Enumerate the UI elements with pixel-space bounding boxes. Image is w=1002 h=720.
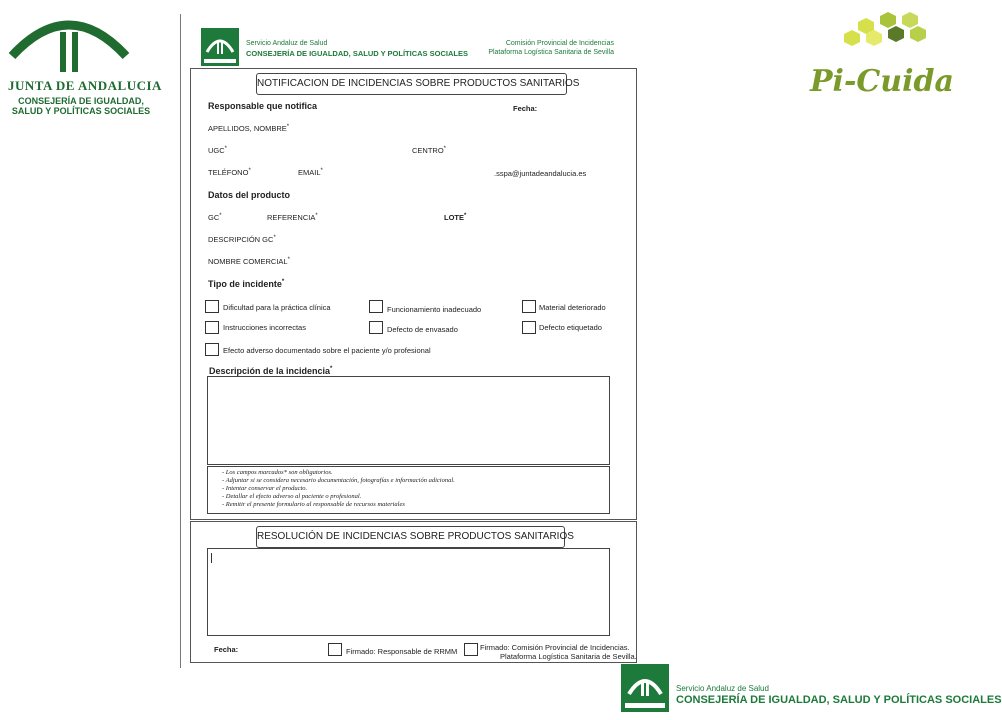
notification-title: NOTIFICACION DE INCIDENCIAS SOBRE PRODUCTOS SANITARIOS	[256, 73, 567, 95]
bottom-sas-label: Servicio Andaluz de Salud	[676, 684, 769, 693]
firmado-rrmm-label: Firmado: Responsable de RRMM	[346, 647, 458, 656]
apellidos-field[interactable]: APELLIDOS, NOMBRE*	[208, 124, 290, 133]
checkbox-etiquetado[interactable]	[522, 321, 536, 334]
descripcion-gc-field[interactable]: DESCRIPCIÓN GC*	[208, 235, 276, 244]
tipo-incidente-heading: Tipo de incidente*	[208, 279, 285, 289]
email-field[interactable]: EMAIL*	[298, 168, 323, 177]
checkbox-material[interactable]	[522, 300, 536, 313]
resolution-textarea[interactable]	[207, 548, 610, 636]
doc-header-consejeria: CONSEJERÍA DE IGUALDAD, SALUD Y POLÍTICAS SOCIALES	[246, 49, 468, 58]
firmado-comision-label: Firmado: Comisión Provincial de Incidencias. Plataforma Logística Sanitaria de Sevilla.	[480, 643, 637, 661]
checkbox-envasado[interactable]	[369, 321, 383, 334]
resolution-fecha-label: Fecha:	[214, 645, 239, 654]
producto-heading: Datos del producto	[208, 190, 291, 200]
checkbox-efecto-adverso-label: Efecto adverso documentado sobre el paciente y/o profesional	[223, 346, 431, 355]
sas-logo-icon	[621, 664, 669, 712]
junta-andalucia-subtitle: CONSEJERÍA DE IGUALDAD, SALUD Y POLÍTICAS SOCIALES	[11, 96, 151, 116]
sas-logo-icon	[201, 28, 239, 66]
text-cursor	[211, 553, 212, 563]
descripcion-heading: Descripción de la incidencia*	[209, 366, 333, 376]
junta-andalucia-title: JUNTA DE ANDALUCIA	[8, 78, 162, 93]
junta-andalucia-arch-icon	[8, 6, 130, 76]
picuida-logo-text: Pi-Cuida	[810, 64, 954, 99]
checkbox-instrucciones-label: Instrucciones incorrectas	[223, 323, 306, 332]
hexagon-cluster-icon	[840, 8, 930, 54]
checkbox-dificultad[interactable]	[205, 300, 219, 313]
resolution-title: RESOLUCIÓN DE INCIDENCIAS SOBRE PRODUCTOS SANITARIOS	[256, 526, 565, 548]
sas-arch-icon	[621, 664, 669, 702]
doc-header-sas: Servicio Andaluz de Salud	[246, 40, 328, 47]
ugc-field[interactable]: UGC*	[208, 146, 228, 155]
sas-arch-icon	[201, 28, 239, 58]
checkbox-funcionamiento-label: Funcionamiento inadecuado	[387, 305, 482, 314]
note-line: - Intentar conservar el producto.	[222, 485, 308, 492]
doc-header-plataforma: Plataforma Logística Sanitaria de Sevilla	[488, 49, 614, 56]
lote-field[interactable]: LOTE*	[444, 213, 467, 222]
email-domain: .sspa@juntadeandalucia.es	[494, 169, 587, 178]
centro-field[interactable]: CENTRO*	[412, 146, 447, 155]
checkbox-instrucciones[interactable]	[205, 321, 219, 334]
descripcion-textarea[interactable]	[207, 376, 610, 465]
checkbox-etiquetado-label: Defecto etiquetado	[539, 323, 602, 332]
checkbox-firmado-rrmm[interactable]	[328, 643, 342, 656]
responsable-heading: Responsable que notifica	[208, 101, 318, 111]
doc-header-comision: Comisión Provincial de Incidencias	[505, 40, 614, 47]
note-line: - Remitir el presente formulario al responsable de recursos materiales	[222, 501, 405, 508]
notes-box	[207, 466, 610, 514]
gc-field[interactable]: GC*	[208, 213, 222, 222]
checkbox-envasado-label: Defecto de envasado	[387, 325, 458, 334]
checkbox-funcionamiento[interactable]	[369, 300, 383, 313]
note-line: - Adjuntar si se considera necesario documentación, fotografías e información adicional.	[222, 477, 455, 484]
checkbox-material-label: Material deteriorado	[539, 303, 606, 312]
checkbox-firmado-comision[interactable]	[464, 643, 478, 656]
checkbox-dificultad-label: Dificultad para la práctica clínica	[223, 303, 331, 312]
checkbox-efecto-adverso[interactable]	[205, 343, 219, 356]
note-line: - Detallar el efecto adverso al paciente o profesional.	[222, 493, 362, 500]
telefono-field[interactable]: TELÉFONO*	[208, 168, 251, 177]
document-divider	[180, 14, 181, 668]
bottom-consejeria-label: CONSEJERÍA DE IGUALDAD, SALUD Y POLÍTICAS SOCIALES	[676, 694, 1002, 706]
note-line: - Los campos marcados* son obligatorios.	[222, 469, 333, 476]
fecha-label: Fecha:	[513, 104, 538, 113]
referencia-field[interactable]: REFERENCIA*	[267, 213, 318, 222]
nombre-comercial-field[interactable]: NOMBRE COMERCIAL*	[208, 257, 290, 266]
